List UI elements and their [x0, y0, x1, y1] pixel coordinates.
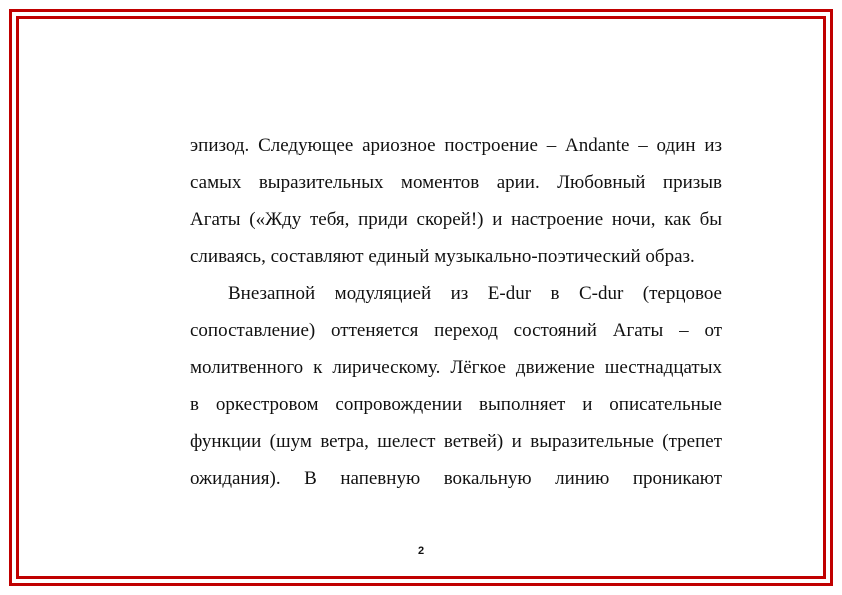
page-number: 2: [417, 545, 425, 557]
text-line: самых выразительных моментов арии. Любовный призыв: [190, 172, 722, 193]
text-line: в оркестровом сопровождении выполняет и описательные: [190, 394, 722, 415]
text-line: Агаты («Жду тебя, приди скорей!) и настроение ночи, как бы: [190, 209, 722, 230]
text-line: сопоставление) оттеняется переход состояний Агаты – от: [190, 320, 722, 341]
text-line: эпизод. Следующее ариозное построение – Andante – один из: [190, 135, 722, 156]
text-line: ожидания). В напевную вокальную линию проникают: [190, 468, 722, 489]
body-text: [190, 131, 722, 501]
text-line: сливаясь, составляют единый музыкально-поэтический образ.: [190, 246, 695, 267]
text-line: молитвенного к лирическому. Лёгкое движение шестнадцатых: [190, 357, 722, 378]
text-line: функции (шум ветра, шелест ветвей) и выразительные (трепет: [190, 431, 722, 452]
text-line: Внезапной модуляцией из E-dur в C-dur (терцовое: [228, 283, 722, 304]
